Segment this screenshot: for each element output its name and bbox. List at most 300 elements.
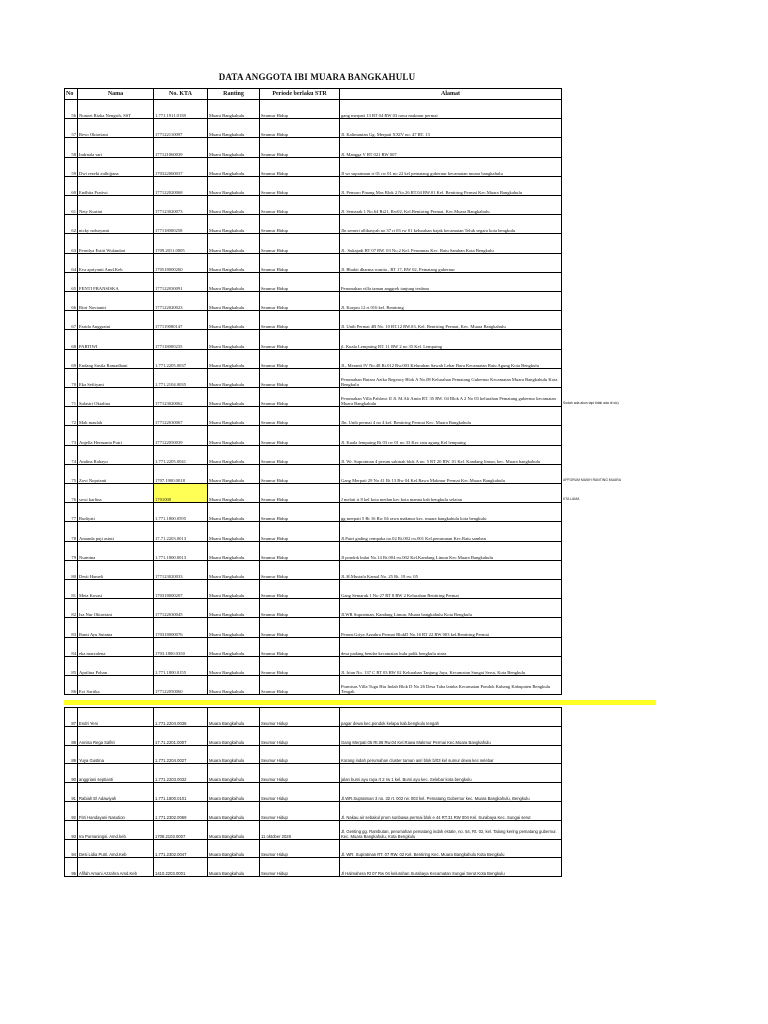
cell-periode: Seumur Hidup bbox=[260, 522, 340, 540]
cell-kta: 177123020073 bbox=[154, 196, 208, 214]
cell-alamat: desa padang bendar kecamatan hulu palik bengkulu utara bbox=[340, 638, 562, 656]
cell-periode: Seumur Hidup bbox=[260, 350, 340, 368]
cell-periode: Seumur Hidup bbox=[260, 273, 340, 291]
cell-ranting: Muara Bangkahulu bbox=[208, 158, 260, 176]
table-row bbox=[64, 522, 704, 540]
cell-no: 86 bbox=[64, 676, 78, 694]
cell-no: 91 bbox=[64, 783, 78, 801]
cell-periode: 11 oktober 2028 bbox=[260, 821, 340, 839]
cell-no: 77 bbox=[64, 503, 78, 521]
cell-kta: 1703.1800.0350 bbox=[154, 638, 208, 656]
cell-nama: Zovi Noprianti bbox=[78, 465, 154, 483]
table-row bbox=[64, 657, 704, 675]
cell-periode: Seumur Hidup bbox=[260, 858, 340, 876]
cell-periode: Seumur Hidup bbox=[260, 196, 340, 214]
cell-nama: Ira Purnaningsi. Amd.keb bbox=[78, 821, 154, 839]
cell-kta: 177122030091 bbox=[154, 273, 208, 291]
cell-no: 58 bbox=[64, 138, 78, 156]
cell-nama: Desi Lidia Putri. Amd.Keb bbox=[78, 840, 154, 858]
cell-periode: Seumur Hidup bbox=[260, 292, 340, 310]
cell-periode: Seumur Hidup bbox=[260, 446, 340, 464]
cell-periode: Seumur Hidup bbox=[260, 311, 340, 329]
cell-ranting: Muara Bangkahulu bbox=[208, 138, 260, 156]
cell-note bbox=[562, 727, 704, 745]
cell-kta: 1709.2011.0005 bbox=[154, 234, 208, 252]
cell-kta: 177121060039 bbox=[154, 138, 208, 156]
cell-alamat: Jl. Unib Permai 4B No. 10 RT.12 RW.03, Kel. Bentiring Permai, Kec. Muara Bangkahulu bbox=[340, 311, 562, 329]
cell-nama: Riiri Noviantri bbox=[78, 292, 154, 310]
col-header-no: No bbox=[64, 89, 78, 99]
cell-note bbox=[562, 138, 704, 156]
col-header-kta: No. KTA bbox=[154, 89, 208, 99]
table-row bbox=[64, 802, 704, 820]
cell-no: 57 bbox=[64, 119, 78, 137]
cell-note bbox=[562, 676, 704, 694]
cell-kta: 177122030067 bbox=[154, 407, 208, 425]
table-row bbox=[64, 542, 704, 560]
cell-ranting: Muara Bangkahulu bbox=[208, 465, 260, 483]
cell-alamat: Jl.WR Supratman, Kandang Limun, Muara bangkahulu Kota Bengkulu bbox=[340, 599, 562, 617]
cell-no: 92 bbox=[64, 802, 78, 820]
table-row bbox=[64, 369, 704, 387]
cell-ranting: Muara Bangkahulu bbox=[208, 858, 260, 876]
cell-periode: Seumur Hidup bbox=[260, 100, 340, 118]
cell-note bbox=[562, 522, 704, 540]
cell-alamat: Perumahan Villa Pahlawi II Jl. M.Ali Amin RT. 35 RW. 04 Blok A 2 No 03 kelurahan Pematang gubernur kecamatan Muara Bangkahulu bbox=[340, 388, 562, 406]
cell-nama: Meta Kosasi bbox=[78, 580, 154, 598]
cell-no: 83 bbox=[64, 618, 78, 636]
table-row bbox=[64, 407, 704, 425]
cell-no: 85 bbox=[64, 657, 78, 675]
cell-note bbox=[562, 503, 704, 521]
col-header-nama: Nama bbox=[78, 89, 154, 99]
table-row bbox=[64, 638, 704, 656]
cell-kta: 177122050039 bbox=[154, 426, 208, 444]
cell-no: 67 bbox=[64, 311, 78, 329]
cell-ranting: Muara Bangkahulu bbox=[208, 821, 260, 839]
cell-alamat: Jl. Wr. Supratman 4 perum sakinah blok A no. 5 RT 20 RW. 01 Kel. Kandang limun, kec. Muara bangkahulu bbox=[340, 446, 562, 464]
cell-note bbox=[562, 273, 704, 291]
cell-kta: 1701000 bbox=[154, 484, 208, 502]
cell-alamat: Jl Halmahera Rt 07 Rw 04 kelurahan Surabaya Kecamatan Sungai Serut Kota Bengkulu bbox=[340, 858, 562, 876]
cell-kta: 17.71.2201.0007 bbox=[154, 727, 208, 745]
cell-nama: Ranti Ayu Sutama bbox=[78, 618, 154, 636]
cell-note bbox=[562, 618, 704, 636]
cell-kta: 1.771.2204.0027 bbox=[154, 746, 208, 764]
cell-note bbox=[562, 858, 704, 876]
cell-note: KTA LAMA bbox=[563, 497, 580, 502]
cell-ranting: Muara Bangkahulu bbox=[208, 727, 260, 745]
cell-ranting: Muara Bangkahulu bbox=[208, 503, 260, 521]
table-row bbox=[64, 840, 704, 858]
cell-periode: Seumur Hidup bbox=[260, 426, 340, 444]
cell-kta: 177118000235 bbox=[154, 330, 208, 348]
cell-nama: FENTI FRANSISKA bbox=[78, 273, 154, 291]
table-row bbox=[64, 254, 704, 272]
cell-nama: Yuya Gustina bbox=[78, 746, 154, 764]
cell-periode: Seumur Hidup bbox=[260, 708, 340, 726]
cell-alamat: Gang Merpati 29 No 41 Rt 13 Rw 04 Kel.Rawa Makmur Permai Kec.Muara Bangkahulu bbox=[340, 465, 562, 483]
cell-ranting: Muara Bangkahulu bbox=[208, 676, 260, 694]
cell-ranting: Muara Bangkahulu bbox=[208, 273, 260, 291]
cell-ranting: Muara Bangkahulu bbox=[208, 638, 260, 656]
cell-kta: 177123020062 bbox=[154, 388, 208, 406]
cell-alamat: Jl pondok bulat No.14 Rt.004 rw.002 Kel.Kandang Limun Kec.Muara Bangkahulu bbox=[340, 542, 562, 560]
cell-periode: Seumur Hidup bbox=[260, 119, 340, 137]
cell-periode: Seumur Hidup bbox=[260, 388, 340, 406]
cell-ranting: Muara Bangkahulu bbox=[208, 369, 260, 387]
cell-note bbox=[562, 311, 704, 329]
cell-alamat: Gang Semarak 1 No 27 RT 8 RW 2 Kelurahan Bentiring Permai bbox=[340, 580, 562, 598]
table-row bbox=[64, 234, 704, 252]
cell-alamat: Jl.Putri gading cempaka no.02 Rt.002 rw.001 Kel.penurunan Kec.Ratu samban bbox=[340, 522, 562, 540]
cell-nama: Anjella Hermanta Putri bbox=[78, 426, 154, 444]
cell-ranting: Muara Bangkahulu bbox=[208, 292, 260, 310]
cell-ranting: Muara Bangkahulu bbox=[208, 407, 260, 425]
cell-no: 64 bbox=[64, 254, 78, 272]
cell-nama: Rudiyati bbox=[78, 503, 154, 521]
cell-periode: Seumur Hidup bbox=[260, 465, 340, 483]
cell-note: Sudah ada akun tapi tidak ada di sic) bbox=[563, 401, 619, 406]
cell-nama: eka marzalena bbox=[78, 638, 154, 656]
table-row bbox=[64, 158, 704, 176]
table-row bbox=[64, 561, 704, 579]
cell-nama: Endang Susila Ramadhani bbox=[78, 350, 154, 368]
cell-no: 90 bbox=[64, 764, 78, 782]
cell-nama: Evi Sartika bbox=[78, 676, 154, 694]
cell-note bbox=[562, 599, 704, 617]
cell-alamat: Jl.. Sukajadi RT 07 RW. 03 No.2 Kel. Perumnas Kec. Ratu Samban Kota Bengkulu bbox=[340, 234, 562, 252]
table-row bbox=[64, 119, 704, 137]
cell-periode: Seumur Hidup bbox=[260, 783, 340, 801]
cell-kta: 1.771.1800.0595 bbox=[154, 503, 208, 521]
cell-ranting: Muara Bangkahulu bbox=[208, 802, 260, 820]
cell-kta: 177122020023 bbox=[154, 292, 208, 310]
cell-alamat: jalan bumi ayu raya rt 2 rw 1 kel. Bumi ayu kec. Selebar kota bengkulu bbox=[340, 764, 562, 782]
cell-periode: Seumur Hidup bbox=[260, 802, 340, 820]
cell-note bbox=[562, 119, 704, 137]
cell-note bbox=[562, 196, 704, 214]
cell-no: 74 bbox=[64, 446, 78, 464]
cell-kta: 1.771.2204.0036 bbox=[154, 708, 208, 726]
cell-note bbox=[562, 369, 704, 387]
cell-no: 66 bbox=[64, 292, 78, 310]
col-header-ranting: Ranting bbox=[208, 89, 260, 99]
cell-ranting: Muara Bangkahulu bbox=[208, 542, 260, 560]
table-row bbox=[64, 618, 704, 636]
cell-nama: Revo Oktaviani bbox=[78, 119, 154, 137]
cell-periode: Seumur Hidup bbox=[260, 369, 340, 387]
cell-alamat: Perumahan Butara Azika Regency Blok A No.08 Kelurahan Pematang Gubernur Kecamatan Muara Bangkahulu Kota Bengkulu bbox=[340, 369, 562, 387]
cell-alamat: Jl., Meranti IV No.48 Rt.012 Rw.003 Kelurahan Sawah Lebar Baru Kecamatan Ratu Agung Kota Bengkulu bbox=[340, 350, 562, 368]
cell-kta: 177122020068 bbox=[154, 177, 208, 195]
table-row bbox=[64, 858, 704, 876]
cell-note bbox=[562, 158, 704, 176]
cell-periode: Seumur Hidup bbox=[260, 234, 340, 252]
cell-kta: 1.771.1800.0013 bbox=[154, 542, 208, 560]
cell-kta: 1707.1900.0018 bbox=[154, 465, 208, 483]
cell-ranting: Muara Bangkahulu bbox=[208, 840, 260, 858]
cell-ranting: Muara Bangkahulu bbox=[208, 783, 260, 801]
cell-nama: Eka Seftiyani bbox=[78, 369, 154, 387]
cell-no: 87 bbox=[64, 708, 78, 726]
cell-alamat: Jl. Kalimantan Gg. Merpati XXIV no. 47 RT. 13 bbox=[340, 119, 562, 137]
table-row bbox=[64, 676, 704, 694]
cell-alamat: Pramisas Villa Tugu Hiu Indah Blok D No 26 Desa Taba lamba Kecamatan Pondok Kubang Kabupaten Bengkulu Tengah bbox=[340, 676, 562, 694]
cell-nama: sowi karlina bbox=[78, 484, 154, 502]
cell-ranting: Muara Bangkahulu bbox=[208, 215, 260, 233]
cell-alamat: Jl. Pemuro Pinang Mas Blok 2 No.26 RT.04 RW.01 Kel. Bentiring Permai Kec.Muara Bangkahulu bbox=[340, 177, 562, 195]
cell-periode: Seumur Hidup bbox=[260, 330, 340, 348]
table-row bbox=[64, 100, 704, 118]
highlight-band bbox=[64, 700, 656, 705]
cell-no: 84 bbox=[64, 638, 78, 656]
cell-no: 79 bbox=[64, 542, 78, 560]
cell-alamat: Jl. Irian No. 137 C RT 03 RW 02 Kelurahan Tanjung Jaya, Kecamatan Sungai Serut, Kota Bengkulu bbox=[340, 657, 562, 675]
cell-alamat: jl. Kuala Lempuing RT. 11 RW 2 no 35 Kel. Lempuing bbox=[340, 330, 562, 348]
cell-ranting: Muara Bangkahulu bbox=[208, 254, 260, 272]
cell-note bbox=[562, 821, 704, 839]
cell-ranting: Muara Bangkahulu bbox=[208, 234, 260, 252]
cell-nama: Isa Nur Oktaviani bbox=[78, 599, 154, 617]
cell-periode: Seumur Hidup bbox=[260, 599, 340, 617]
cell-kta: 177119080147 bbox=[154, 311, 208, 329]
cell-no: 78 bbox=[64, 522, 78, 540]
table-header bbox=[64, 89, 704, 99]
table-row bbox=[64, 821, 704, 839]
cell-no: 72 bbox=[64, 407, 78, 425]
cell-kta: 1.771.1911.0158 bbox=[154, 100, 208, 118]
cell-ranting: Muara Bangkahulu bbox=[208, 746, 260, 764]
cell-kta: 177122110097 bbox=[154, 119, 208, 137]
cell-nama: PARTIWI bbox=[78, 330, 154, 348]
table-row bbox=[64, 484, 704, 502]
cell-periode: Seumur Hidup bbox=[260, 542, 340, 560]
cell-kta: 1.771.2205.0041 bbox=[154, 446, 208, 464]
table-row bbox=[64, 292, 704, 310]
table-row bbox=[64, 350, 704, 368]
cell-nama: nicky noluryanti bbox=[78, 215, 154, 233]
cell-no: 70 bbox=[64, 369, 78, 387]
cell-alamat: Jl. Korpru 12 rt 016 kel. Bentiring bbox=[340, 292, 562, 310]
cell-periode: Seumur Hidup bbox=[260, 138, 340, 156]
col-header-periode: Periode berlaku STR bbox=[260, 89, 340, 99]
cell-note bbox=[562, 840, 704, 858]
cell-kta: 1.771.2302.0069 bbox=[154, 802, 208, 820]
cell-kta: 177122030045 bbox=[154, 599, 208, 617]
cell-nama: Endri Yeni bbox=[78, 708, 154, 726]
cell-no: 59 bbox=[64, 158, 78, 176]
cell-kta: 177122050060 bbox=[154, 676, 208, 694]
cell-nama: Fernilya Estiti Wulandari bbox=[78, 234, 154, 252]
cell-no: 82 bbox=[64, 599, 78, 617]
cell-no: 93 bbox=[64, 821, 78, 839]
cell-no: 56 bbox=[64, 100, 78, 118]
cell-ranting: Muara Bangkahulu bbox=[208, 764, 260, 782]
cell-alamat: J melati rt 8 kel kota medan kec kota manna kab bengkulu selatan bbox=[340, 484, 562, 502]
cell-nama: Endhita Pratiwi bbox=[78, 177, 154, 195]
cell-no: 75 bbox=[64, 465, 78, 483]
cell-alamat: gang merpati 13 RT 04 RW 03 rawa makmur permai bbox=[340, 100, 562, 118]
cell-periode: Seumur Hidup bbox=[260, 158, 340, 176]
cell-alamat: Perum.Griya Azzahra Permai BlokD No.16 RT 22 RW 003 kel.Bentiring Permai bbox=[340, 618, 562, 636]
table-row bbox=[64, 196, 704, 214]
cell-nama: Eva apriyanti Amd.Keb bbox=[78, 254, 154, 272]
cell-ranting: Muara Bangkahulu bbox=[208, 446, 260, 464]
cell-note bbox=[562, 746, 704, 764]
cell-note bbox=[562, 580, 704, 598]
cell-no: 69 bbox=[64, 350, 78, 368]
cell-kta: 170318000207 bbox=[154, 580, 208, 598]
cell-periode: Seumur Hidup bbox=[260, 503, 340, 521]
cell-no: 94 bbox=[64, 840, 78, 858]
cell-no: 60 bbox=[64, 177, 78, 195]
table-row bbox=[64, 138, 704, 156]
cell-nama: Dwi rezeki zulhijjana bbox=[78, 158, 154, 176]
cell-nama: Nonoei Rizka Nengsih, SST bbox=[78, 100, 154, 118]
cell-nama: Fitri Handayani Nasution bbox=[78, 802, 154, 820]
cell-note bbox=[562, 234, 704, 252]
cell-ranting: Muara Bangkahulu bbox=[208, 119, 260, 137]
cell-nama: Amanda puji astuti bbox=[78, 522, 154, 540]
cell-periode: Seumur Hidup bbox=[260, 657, 340, 675]
cell-periode: Seumur Hidup bbox=[260, 407, 340, 425]
cell-no: 61 bbox=[64, 196, 78, 214]
cell-nama: Annisa Rega Safitri bbox=[78, 727, 154, 745]
cell-ranting: Muara Bangkahulu bbox=[208, 426, 260, 444]
cell-periode: Seumur Hidup bbox=[260, 177, 340, 195]
cell-nama: anggriani septianti bbox=[78, 764, 154, 782]
table-row bbox=[64, 580, 704, 598]
cell-alamat: Jl..H.Mustafa Kamal No. 25 Rt. 19 rw. 05 bbox=[340, 561, 562, 579]
cell-alamat: Jl. Mangga V RT 021 RW 007 bbox=[340, 138, 562, 156]
cell-periode: Seumur Hidup bbox=[260, 727, 340, 745]
cell-kta: 170518000260 bbox=[154, 254, 208, 272]
cell-alamat: pagar dewa kec.pondok kelapa kab.bengkulu tengah bbox=[340, 708, 562, 726]
cell-alamat: Jl. WR. Supratman RT. 07 RW. 02 Kel. Bentiring Kec. Muara Bangkahulu Kota Bengkulu bbox=[340, 840, 562, 858]
cell-note bbox=[562, 561, 704, 579]
cell-periode: Seumur Hidup bbox=[260, 484, 340, 502]
cell-ranting: Muara Bangkahulu bbox=[208, 388, 260, 406]
cell-no: 62 bbox=[64, 215, 78, 233]
cell-alamat: Jln semeri allibasyah no 37 rt 03 rw 01 kelurahan bajak kecamatan Teluk segara kota bengkulu bbox=[340, 215, 562, 233]
cell-note bbox=[562, 407, 704, 425]
cell-periode: Seumur Hidup bbox=[260, 618, 340, 636]
table-row bbox=[64, 746, 704, 764]
cell-periode: Seumur Hidup bbox=[260, 580, 340, 598]
cell-no: 68 bbox=[64, 330, 78, 348]
table-row bbox=[64, 783, 704, 801]
cell-note bbox=[562, 638, 704, 656]
cell-note bbox=[562, 446, 704, 464]
cell-nama: Sulastri Oktalina bbox=[78, 388, 154, 406]
cell-note bbox=[562, 802, 704, 820]
cell-note bbox=[562, 215, 704, 233]
cell-note bbox=[562, 100, 704, 118]
cell-ranting: Muara Bangkahulu bbox=[208, 522, 260, 540]
cell-kta: 1.771.2203.0032 bbox=[154, 764, 208, 782]
table-row bbox=[64, 177, 704, 195]
cell-periode: Seumur Hidup bbox=[260, 561, 340, 579]
cell-kta: 1.771.2205.0037 bbox=[154, 350, 208, 368]
cell-nama: Rabiah El Adawiyah bbox=[78, 783, 154, 801]
cell-nama: Andina Rahayu bbox=[78, 446, 154, 464]
cell-ranting: Muara Bangkahulu bbox=[208, 484, 260, 502]
cell-no: 88 bbox=[64, 727, 78, 745]
cell-note bbox=[562, 330, 704, 348]
cell-no: 81 bbox=[64, 580, 78, 598]
table-row bbox=[64, 503, 704, 521]
cell-note bbox=[562, 657, 704, 675]
table-row bbox=[64, 599, 704, 617]
cell-no: 89 bbox=[64, 746, 78, 764]
cell-periode: Seumur Hidup bbox=[260, 676, 340, 694]
cell-alamat: gg merpati 5 Rt 16 Rw 04 rawa makmur kec. muara bangkahulu kota bengkulu bbox=[340, 503, 562, 521]
cell-ranting: Muara Bangkahulu bbox=[208, 599, 260, 617]
cell-ranting: Muara Bangkahulu bbox=[208, 196, 260, 214]
cell-note bbox=[562, 292, 704, 310]
cell-alamat: Gang Merpati 05 Rt.08 Rw.04 Kel.Rawa Makmur Permai Kec.Muara Bangkahulu bbox=[340, 727, 562, 745]
cell-kta: 1708.2103.0007 bbox=[154, 821, 208, 839]
cell-kta: 1.771.1800.0155 bbox=[154, 657, 208, 675]
cell-nama: Nurmina bbox=[78, 542, 154, 560]
table-row bbox=[64, 764, 704, 782]
cell-ranting: Muara Bangkahulu bbox=[208, 311, 260, 329]
cell-nama: Mah maulah bbox=[78, 407, 154, 425]
cell-nama: Nety Kurtini bbox=[78, 196, 154, 214]
cell-ranting: Muara Bangkahulu bbox=[208, 580, 260, 598]
member-table-continued bbox=[64, 707, 704, 877]
cell-periode: Seumur Hidup bbox=[260, 746, 340, 764]
table-row bbox=[64, 273, 704, 291]
cell-periode: Seumur Hidup bbox=[260, 638, 340, 656]
page-title: DATA ANGGOTA IBI MUARA BANGKAHULU bbox=[218, 72, 416, 82]
cell-kta: 17.71.2203.0013 bbox=[154, 522, 208, 540]
cell-ranting: Muara Bangkahulu bbox=[208, 177, 260, 195]
cell-alamat: Jl. Bhakti dharma wanita , RT 17, RW 02, Pematang gubernur bbox=[340, 254, 562, 272]
cell-alamat: Jl. Genting gg. Rambutan, perumahan pematang indah estate, no. 54, Rt. 02, kel. Talang kering pematang gubernur. Kec. Muara Bangkahulu, Kota Bengkulu bbox=[340, 821, 562, 839]
cell-kta: 177123020033 bbox=[154, 561, 208, 579]
cell-ranting: Muara Bangkahulu bbox=[208, 708, 260, 726]
cell-periode: Seumur Hidup bbox=[260, 764, 340, 782]
cell-alamat: Jl. Kuala lempuing Rt 03 rw 01 no 33 Kec ratu agung Kel lempuing bbox=[340, 426, 562, 444]
table-row bbox=[64, 426, 704, 444]
cell-kta: 170318000076 bbox=[154, 618, 208, 636]
cell-nama: Aprilina Pohan bbox=[78, 657, 154, 675]
cell-note bbox=[562, 350, 704, 368]
cell-no: 73 bbox=[64, 426, 78, 444]
cell-no: 71 bbox=[64, 388, 78, 406]
cell-no: 95 bbox=[64, 858, 78, 876]
cell-note bbox=[562, 254, 704, 272]
cell-ranting: Muara Bangkahulu bbox=[208, 618, 260, 636]
cell-kta: 1410.2203.0001 bbox=[154, 858, 208, 876]
table-row bbox=[64, 311, 704, 329]
cell-alamat: Jl.WR.Supratman 3 no. 32 rt. 002 rw. 003 kel. Pematang Gubernur kec. Muara Bangkahulu, Bengkulu bbox=[340, 783, 562, 801]
cell-note bbox=[562, 783, 704, 801]
cell-periode: Seumur Hidup bbox=[260, 840, 340, 858]
cell-alamat: Jl. Nakau air sebakul prum sunbawa permai blok e 44 RT.31 RW 004 Kel. Surabaya Kec. Sungai serut bbox=[340, 802, 562, 820]
cell-no: 80 bbox=[64, 561, 78, 579]
cell-kta: 177118000258 bbox=[154, 215, 208, 233]
cell-note bbox=[562, 177, 704, 195]
cell-no: 76 bbox=[64, 484, 78, 502]
cell-alamat: Jl wr supratman rt 01 rw 01 no 22 kel pematang gubernur kecamatan muara bangkahulu bbox=[340, 158, 562, 176]
cell-ranting: Muara Bangkahulu bbox=[208, 561, 260, 579]
cell-alamat: Jln. Unib permai 4 no 4 kel. Bentiring Permai Kec. Muara Bangkahulu bbox=[340, 407, 562, 425]
cell-nama: Afifah Amani Azzahra Amd.Keb bbox=[78, 858, 154, 876]
col-header-alamat: Alamat bbox=[340, 89, 562, 99]
